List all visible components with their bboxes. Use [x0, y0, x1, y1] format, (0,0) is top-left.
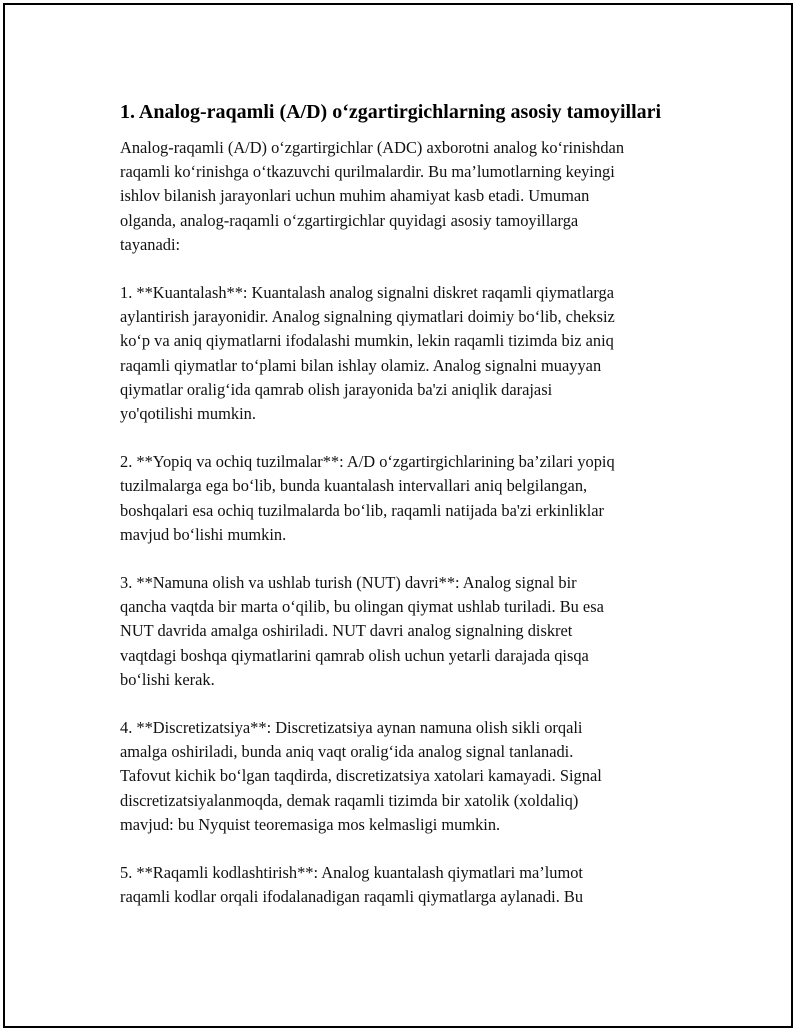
item-discretizatsiya-paragraph: 4. **Discretizatsiya**: Discretizatsiya aynan namuna olish sikli orqali amalga oshiriladi, bunda aniq vaqt oralig‘ida analog signal tanlanadi. Tafovut kichik bo‘lgan taqdirda, discretizatsiya xatolari kamayadi. Signal discretizatsiyalanmoqda, demak raqamli tizimda bir xatolik (xoldaliq) mavjud: bu Nyquist teoremasiga mos kelmasligi mumkin. [120, 718, 602, 834]
item-kuantalash-paragraph: 1. **Kuantalash**: Kuantalash analog signalni diskret raqamli qiymatlarga aylantirish jarayonidir. Analog signalning qiymatlari doimiy bo‘lib, cheksiz ko‘p va aniq qiymatlarni ifodalashi mumkin, lekin raqamli tizimda biz aniq raqamli qiymatlar to‘plami bilan ishlay olamiz. Analog signalni muayyan qiymatlar oralig‘ida qamrab olish jarayonida ba'zi aniqlik darajasi yo'qotilishi mumkin. [120, 283, 615, 424]
document-body [120, 97, 692, 909]
page-frame [3, 3, 793, 1028]
item-nut-davri-paragraph: 3. **Namuna olish va ushlab turish (NUT) davri**: Analog signal bir qancha vaqtda bir marta o‘qilib, bu olingan qiymat ushlab turiladi. Bu esa NUT davrida amalga oshiriladi. NUT davri analog signalning diskret vaqtdagi boshqa qiymatlarini qamrab olish uchun yetarli darajada qisqa bo‘lishi kerak. [120, 573, 604, 689]
item-tuzilmalar-paragraph: 2. **Yopiq va ochiq tuzilmalar**: A/D o‘zgartirgichlarining ba’zilari yopiq tuzilmalarga ega bo‘lib, bunda kuantalash intervallari aniq belgilangan, boshqalari esa ochiq tuzilmalarda bo‘lib, raqamli natijada ba'zi erkinliklar mavjud bo‘lishi mumkin. [120, 452, 615, 544]
section-heading: 1. Analog-raqamli (A/D) o‘zgartirgichlarning asosiy tamoyillari [120, 101, 662, 123]
intro-paragraph: Analog-raqamli (A/D) o‘zgartirgichlar (ADC) axborotni analog ko‘rinishdan raqamli ko‘rinishga o‘tkazuvchi qurilmalardir. Bu ma’lumotlarning keyingi ishlov bilanish jarayonlari uchun muhim ahamiyat kasb etadi. Umuman olganda, analog-raqamli o‘zgartirgichlar quyidagi asosiy tamoyillarga tayanadi: [120, 138, 625, 254]
item-kodlashtirish-paragraph: 5. **Raqamli kodlashtirish**: Analog kuantalash qiymatlari ma’lumot raqamli kodlar orqali ifodalanadigan raqamli qiymatlarga aylanadi. Bu [120, 863, 584, 907]
